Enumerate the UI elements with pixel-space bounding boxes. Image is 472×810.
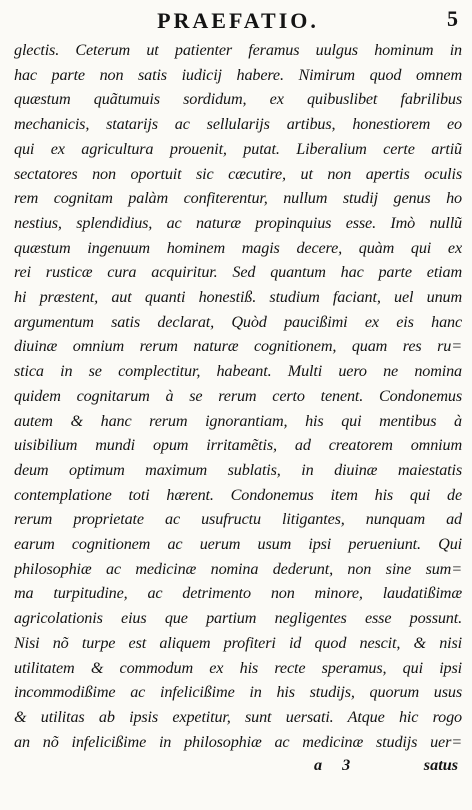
text-line: agricolationis eius que partium negligentes esse possunt. bbox=[14, 609, 462, 628]
text-line: rei rusticæ cura acquiritur. Sed quantum hac parte etiam bbox=[14, 263, 462, 282]
signature-mark: a 3 bbox=[314, 756, 359, 775]
text-line: diuinæ omnium rerum naturæ cognitionem, quam res ru= bbox=[14, 337, 462, 356]
text-line: utilitatem & commodum ex his recte speramus, qui ipsi bbox=[14, 658, 462, 677]
text-line: hac parte non satis iudicij habere. Nimirum quod omnem bbox=[14, 65, 462, 84]
text-line: nestius, splendidius, ac naturæ propinquius esse. Imò nullũ bbox=[14, 213, 462, 232]
text-line: deum optimum maximum sublatis, in diuinæ maiestatis bbox=[14, 460, 462, 479]
page-number: 5 bbox=[447, 6, 458, 31]
text-line: an nõ infelicißime in philosophiæ ac medicinæ studijs uer= bbox=[14, 732, 462, 751]
running-title: PRAEFATIO. bbox=[157, 8, 319, 33]
text-line: hi præstent, aut quanti honestiß. studium faciant, uel unum bbox=[14, 288, 462, 307]
text-line: & utilitas ab ipsis expetitur, sunt uersati. Atque hic rogo bbox=[14, 707, 462, 726]
text-line: qui ex agricultura prouenit, putat. Liberalium certe artiũ bbox=[14, 139, 462, 158]
body-text bbox=[14, 38, 462, 754]
text-line: quæstum quãtumuis sordidum, ex quibuslibet fabrilibus bbox=[14, 90, 462, 109]
text-line: uisibilium mundi opum irritamẽtis, ad creatorem omnium bbox=[14, 436, 462, 455]
text-line: ma turpitudine, ac detrimento non minore, laudatißimæ bbox=[14, 584, 462, 603]
page-footer bbox=[14, 754, 462, 780]
text-line: incommodißime ac infelicißime in his studijs, quorum usus bbox=[14, 683, 462, 702]
text-line: earum cognitionem ac uerum usum ipsi perueniunt. Qui bbox=[14, 535, 462, 554]
text-line: sectatores non oportuit sic cæcutire, ut non apertis oculis bbox=[14, 164, 462, 183]
text-line: stica in se complectitur, habeant. Multi uero ne nomina bbox=[14, 362, 462, 381]
text-line: quæstum ingenuum hominem magis decere, quàm qui ex bbox=[14, 238, 462, 257]
text-line: Nisi nõ turpe est aliquem profiteri id quod nescit, & nisi bbox=[14, 633, 462, 652]
catchword: satus bbox=[423, 756, 458, 775]
text-line: rem cognitam palàm confiterentur, nullum studij genus ho bbox=[14, 189, 462, 208]
text-line: autem & hanc rerum ignorantiam, his qui mentibus à bbox=[14, 411, 462, 430]
text-line: argumentum satis declarat, Quòd paucißimi ex eis hanc bbox=[14, 312, 462, 331]
text-line: glectis. Ceterum ut patienter feramus uulgus hominum in bbox=[14, 41, 462, 59]
text-line: contemplatione toti hærent. Condonemus item his qui de bbox=[14, 485, 462, 504]
text-line: mechanicis, statarijs ac sellularijs artibus, honestiorem eo bbox=[14, 115, 462, 134]
text-line: rerum proprietate ac usufructu litigantes, nunquam ad bbox=[14, 510, 462, 529]
text-line: quidem cognitarum à se rerum certo tenent. Condonemus bbox=[14, 386, 462, 405]
text-line: philosophiæ ac medicinæ nomina dederunt, non sine sum= bbox=[14, 559, 462, 578]
page-header bbox=[14, 6, 462, 36]
